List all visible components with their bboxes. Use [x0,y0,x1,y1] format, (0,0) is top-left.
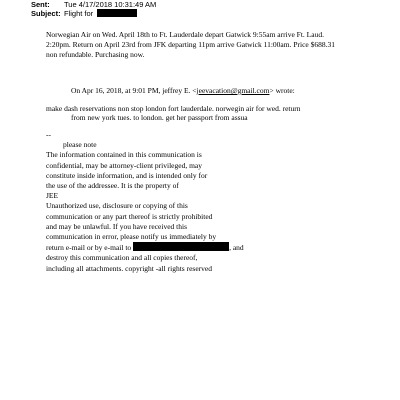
email-line-suffix: , and [229,243,244,253]
notice-line: destroy this communication and all copies thereof, [46,253,198,263]
notice-line: JEE [46,191,59,201]
notice-line: communication in error, please notify us immediately by [46,232,217,242]
quote-line: from new york tues. to london. get her passport from assua [71,113,248,122]
sent-label: Sent: [31,0,50,9]
message-line: 2:20pm. Return on April 23rd from JFK departing 11pm arrive Gatwick 11:00am. Price $688.31 [46,40,335,49]
subject-row [31,9,137,18]
attribution-prefix: On Apr 16, 2018, at 9:01 PM, jeffrey E. < [71,86,197,95]
notice-line: including all attachments. copyright -all rights reserved [46,263,212,273]
confidentiality-notice [46,130,244,274]
attribution-suffix: > wrote: [269,86,295,95]
sent-value: Tue 4/17/2018 10:31:49 AM [64,0,157,9]
subject-value: Flight for [64,9,94,18]
notice-line: Unauthorized use, disclosure or copying of this [46,201,188,211]
redaction-box [97,9,137,17]
message-line: Norwegian Air on Wed. April 18th to Ft. Lauderdale depart Gatwick 9:55am arrive Ft. Laud. [46,30,324,39]
notice-line: confidential, may be attorney-client privileged, may [46,160,202,170]
redaction-box [133,242,229,251]
signature-separator: -- [46,130,51,139]
notice-email-line [46,242,244,253]
notice-line: The information contained in this communication is [46,150,202,160]
notice-line: the use of the addressee. It is the property of [46,181,179,191]
sent-row [31,0,156,9]
notice-line: constitute inside information, and is intended only for [46,170,208,180]
quote-line: make dash reservations non stop london fort lauderdale. norwegin air for wed. return [46,104,301,113]
please-note-text: please note [63,140,97,150]
quote-attribution [71,86,295,96]
notice-line: and may be unlawful. If you have received this [46,221,187,231]
subject-label: Subject: [31,9,61,18]
notice-line: communication or any part thereof is strictly prohibited [46,211,213,221]
email-line-prefix: return e-mail or by e-mail to [46,243,132,253]
attribution-email-link[interactable]: jeevacation@gmail.com [196,86,270,95]
message-line: non refundable. Purchasing now. [46,50,145,59]
